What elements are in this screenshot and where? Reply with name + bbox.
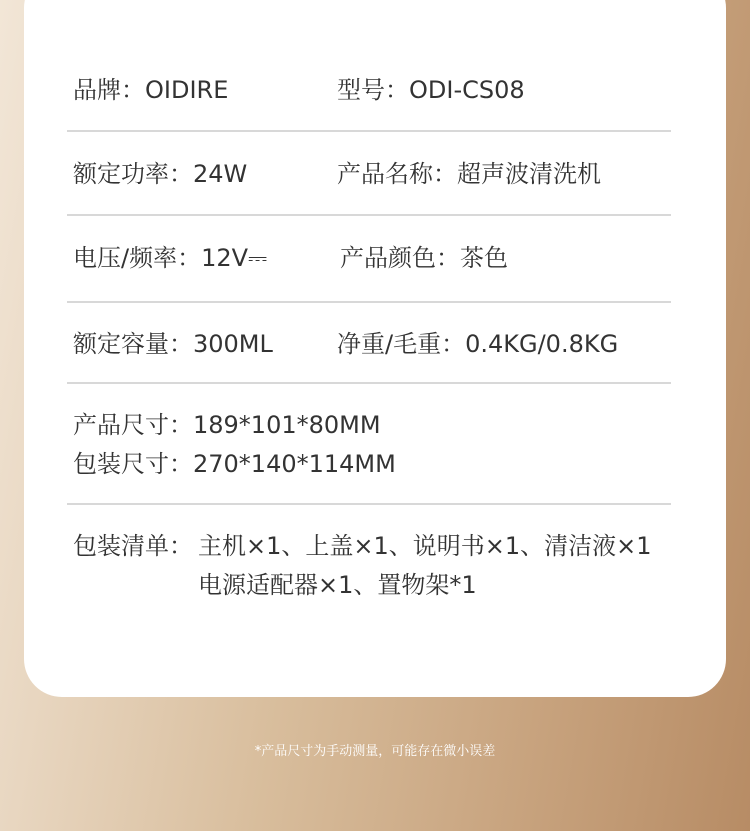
divider xyxy=(67,382,671,384)
package-size-text: 包装尺寸：270*140*114MM xyxy=(73,450,396,478)
spec-card xyxy=(24,0,726,697)
divider xyxy=(67,214,671,216)
package-list-label: 包装清单： xyxy=(73,532,193,560)
color-text: 产品颜色：茶色 xyxy=(340,244,508,272)
weight-text: 净重/毛重：0.4KG/0.8KG xyxy=(337,330,619,358)
package-list-line: 电源适配器×1、置物架*1 xyxy=(198,571,477,599)
divider xyxy=(67,301,671,303)
voltage-text: 电压/频率：12V⎓ xyxy=(73,244,268,272)
divider xyxy=(67,130,671,132)
brand-text: 品牌：OIDIRE xyxy=(73,76,229,104)
model-text: 型号：ODI-CS08 xyxy=(337,76,525,104)
capacity-text: 额定容量：300ML xyxy=(73,330,273,358)
power-text: 额定功率：24W xyxy=(73,160,248,188)
footnote: *产品尺寸为手动测量，可能存在微小误差 xyxy=(254,744,496,759)
package-list-line: 主机×1、上盖×1、说明书×1、清洁液×1 xyxy=(198,532,652,560)
product-name-text: 产品名称：超声波清洗机 xyxy=(337,160,601,188)
divider xyxy=(67,503,671,505)
product-size-text: 产品尺寸：189*101*80MM xyxy=(73,411,381,439)
